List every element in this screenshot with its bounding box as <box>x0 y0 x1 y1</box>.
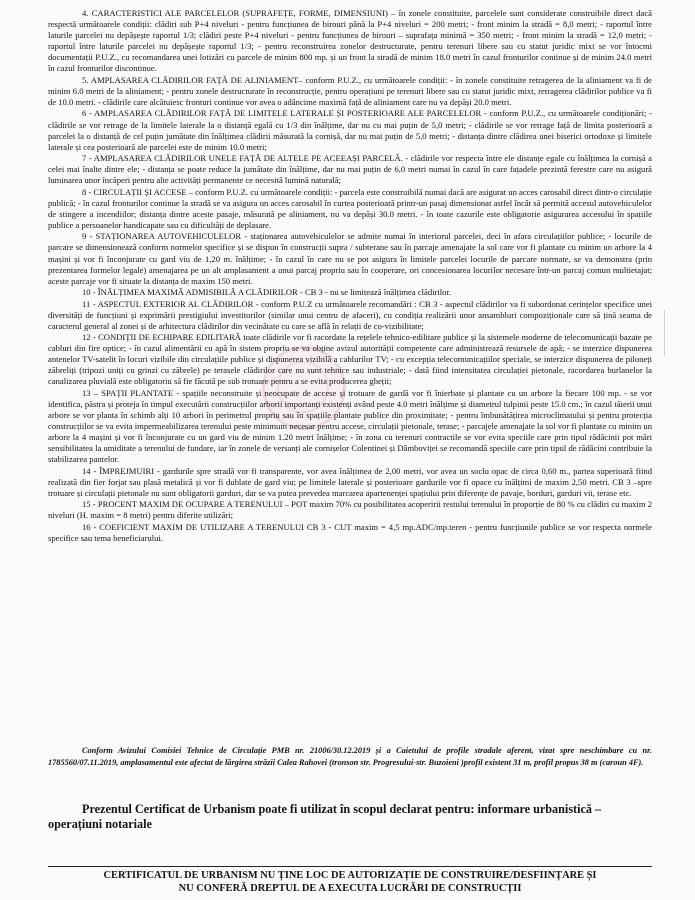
paragraph-13-green-spaces: 13 – SPAȚII PLANTATE - spațiile neconstruite și neocupate de accese și trotuare de gardă vor fi înierbate și plantate cu un arbore la fiecare 100 mp. - se vor identifica, păstra și proteja în timpul executării construcțiilor arborii importanți existenți având peste 4.0 metri înălțime și diametrul tulpinii peste 15.0 cm.; în cazul tăierii unui arbore se vor planta în schimb alți 10 arbori în perimetrul propriu sau în spațiile plantate publice din proximitate; - pentru îmbunătățirea microclimatului și pentru protecția construcțiilor se va evita impermeabilizarea terenului peste minimum necesar pentru accese, circulații pietonale, terase; - parcajele amenajate la sol vor fi plantate cu minim un arbore la 4 mașini și vor fi înconjurate cu un gard viu de minim 1.20 metri înălțime; - în zona cu terenuri contractile se vor evita speciile care prin tipul rădăcinii pot mări sensibilitatea la umiditate a terenului de fundare, iar în zonele de versanți ale cornișelor Colentinei și Dâmboviței se recomandă speciile care prin tipul de rădăcini contribuie la stabilizarea pantelor. <box>48 387 652 465</box>
paragraph-14-fences: 14 - ÎMPREJMUIRI - gardurile spre stradă vor fi transparente, vor avea înălțimea de 2,00 metri, vor avea un soclu opac de circa 0,60 m., partea superioară fiind realizată din fier forjat sau plasă metalică și vor fi dublate de gard viu; pe limitele laterale și posterioare gardurile vor fi opace cu înălțimi de maxim 2,50 metri. CB 3 –spre trotuare și circulații pietonale nu sunt obligatorii garduri, dar se va putea prevedea marcarea apartenenței spațiului prin diferențe de pavaje, borduri, garduri vii, terase etc. <box>48 465 652 498</box>
paragraph-11-exterior-aspect: 11 - ASPECTUL EXTERIOR AL CLĂDIRILOR - conform P.U.Z cu următoarele recomandări : CB 3 - aspectul clădirilor va fi subordonat cerințelor specifice unei diversități de funcțiuni și exprimării prestigiului investitorilor (similar unui centru de afaceri), cu condiția realizării unor ansambluri compoziționale care să țină seama de caracterul general al zonei și de arhitectura clădirilor din vecinătate cu care se află în relații de co-vizibilitate; <box>48 298 652 331</box>
legal-notice-line-1: CERTIFICATUL DE URBANISM NU ȚINE LOC DE AUTORIZAȚIE DE CONSTRUIRE/DESFIINȚARE ȘI <box>103 870 597 881</box>
paragraph-4-parcel-characteristics: 4. CARACTERISTICI ALE PARCELELOR (SUPRAFEȚE, FORME, DIMENSIUNI) – în zonele constituite, parcelele sunt considerate construibile direct dacă respectă următoarele condiții: clădiri sub P+4 niveluri - pentru funcțiunea de birouri până la P+4 niveluri = 200 metri; - front minim la stradă = 8,0 metri; - raportul între laturile parcelei nu depășește raportul 1/3; clădiri peste P+4 niveluri - pentru funcțiunea de birouri – suprafața minimă = 350 metri; - front minim la stradă = 12,0 metri; - raportul între laturile parcelei nu depășește raportul 1/3; - pentru reconstruirea zonelor destructurate, pentru terenuri libere sau cu statut juridic mixt se vor întocmi documentații P.U.Z., cu recomandarea unei lotizări cu parcele de minim 800 mp. și un front la stradă de minim 18.0 metri în cazul fronturilor continue și de minim 24.0 metri în cazul fronturilor discontinue. <box>48 8 652 74</box>
paragraph-7-building-distances: 7 - AMPLASAREA CLĂDIRILOR UNELE FAȚĂ DE ALTELE PE ACEEAȘI PARCELĂ. - clădirile vor respecta între ele distanțe egale cu înălțimea la cornișă a celei mai înalte dintre ele; - distanța se poate reduce la jumătate din înălțime, dar nu mai puțin de 6,0 metri numai în cazul în care fațadele prezintă ferestre care nu asigură luminarea unor încăperi pentru alte activități permanente ce necesită lumină naturală; <box>48 153 652 186</box>
traffic-commission-note: Conform Avizului Comisiei Tehnice de Circulație PMB nr. 21006/30.12.2019 și a Caietului de profile stradale aferent, vizat spre neschimbare cu nr. 1785560/07.11.2019, amplasamentul este afectat de lărgirea străzii Calea Rahovei (tronson str. Progresului-str. Buzoieni )profil existent 31 m, profil propus 38 m (caroun 4F). <box>48 746 652 767</box>
paragraph-10-max-height: 10 - ÎNĂLȚIMEA MAXIMĂ ADMISIBILĂ A CLĂDIRILOR - CB 3 - nu se limitează înălțimea clădirilor. <box>82 287 452 298</box>
paragraph-8-access: 8 - CIRCULAȚII ȘI ACCESE – conform P.U.Z. cu următoarele condiții: - parcela este construibilă numai dacă are asigurat un acces carosabil direct dintr-o circulație publică; - în cazul fronturilor continue la stradă se va asigura un acces carosabil în curtea posterioară printr-un pasaj dimensionat astfel încât să permită accesul autovehiculelor de stingere a incendiilor; distanța dintre aceste pasaje, măsurată pe aliniament, nu va depăși 30.0 metri. - în toate cazurile este obligatorie asigurarea accesului în spațiile publice a persoanelor handicapate sau cu dificultăți de deplasare. <box>48 186 652 230</box>
paragraph-6-lateral-limits: 6 - AMPLASAREA CLĂDIRILOR FAȚĂ DE LIMITELE LATERALE ȘI POSTERIOARE ALE PARCELELOR - conform P.U.Z., cu următoarele condiționări; - clădirile se vor retrage de la limitele laterale la o distanță egală cu 1/3 din înălțime, dar nu cu mai puțin de 5,0 metri; - clădirile se vor retrage față de limita posterioară a parcelei la o distanță de cel puțin jumătate din înălțimea clădirii măsurată la cornișă, dar nu mai puțin de 5,0 metri; - distanța dintre clădirea unei biserici ortodoxe și limitele laterale și cea posterioară ale parcelei este de minim 10.0 metri; <box>48 108 652 152</box>
legal-notice <box>48 866 652 895</box>
paragraph-16-cut: 16 - COEFICIENT MAXIM DE UTILIZARE A TERENULUI CB 3 - CUT maxim = 4,5 mp.ADC/mp.teren - pentru funcțiunile publice se vor respecta normele specifice sau tema beneficiarului. <box>48 521 652 543</box>
legal-notice-line-2: NU CONFERĂ DREPTUL DE A EXECUTA LUCRĂRI DE CONSTRUCȚII <box>178 883 522 894</box>
paragraph-5-alignment: 5. AMPLASAREA CLĂDIRILOR FAȚĂ DE ALINIAMENT– conform P.U.Z., cu următoarele condiții: - în zonele constituite retragerea de la aliniament va fi de minim 6.0 metri de la aliniament; - pentru zonele destructurate în reconstrucție, pentru operațiuni pe terenuri libere sau cu statut juridic mixt, retragerea clădirilor publice va fi de 10.0 metri. - clădirile care alcătuiesc fronturi continue vor avea o adâncime maximă față de aliniament care nu va depăși 20.0 metri. <box>48 74 652 108</box>
paragraph-15-pot: 15 - PROCENT MAXIM DE OCUPARE A TERENULUI – POT maxim 70% cu posibilitatea acoperirii restului terenului în proporție de 80 % cu clădiri cu maxim 2 niveluri (H. maxim = 8 metri) pentru diferite utilizări; <box>48 499 652 521</box>
paragraph-9-parking: 9 - STAȚIONAREA AUTOVEHICULELOR - staționarea autovehiculelor se admite numai în interiorul parcelei, deci în afara circulațiilor publice; - locurile de parcare se dimensionează conform normelor specifice și se dispun în construcții supra / subterane sau în parcaje amenajate la sol care vor fi plantate cu minim un arbore la 4 mașini și vor fi înconjurate cu gard viu de 1,20 m. înălțime; - în cazul în care nu se pot asigura în limitele parcelei locurile de parcare normate, se va demonstra (prin prezentarea formelor legale) amenajarea pe un alt amplasament a unui parcaj propriu sau în cooperare, ori concesionarea locurilor necesare într-un parcaj comun multietajat; aceste parcaje vor fi situate la distanța de maxim 150 metri. <box>48 231 652 286</box>
regulations-body <box>48 8 652 544</box>
paragraph-12-utilities: 12 - CONDIȚII DE ECHIPARE EDILITARĂ toate clădirile vor fi racordate la rețelele tehnico-edilitare publice și la sistemele moderne de telecomunicații bazate pe cabluri din fire optice; - în cazul alimentării cu apă în sistem propriu se va obține avizul autorității competente care administrează resursele de apă; - se interzice dispunerea antenelor TV-satelit în locuri vizibile din circulațiile publice și dispunerea vizibilă a cablurilor TV; - cu excepția telecomunicațiilor speciale, se interzice dispunerea de piloneți zăbreliți (tripozi uniți cu grinzi cu zăbrele) pe terasele clădirilor care nu sunt tehnice sau industriale; - dată fiind intensitatea circulației pietonale, racordarea burlanelor la canalizarea pluvială este obligatoriu să fie făcută pe sub trotuare pentru a se evita producerea gheții; <box>48 332 652 387</box>
purpose-statement: Prezentul Certificat de Urbanism poate fi utilizat în scopul declarat pentru: informare urbanistică – operațiuni notariale <box>48 802 602 831</box>
margin-mark <box>664 310 677 356</box>
